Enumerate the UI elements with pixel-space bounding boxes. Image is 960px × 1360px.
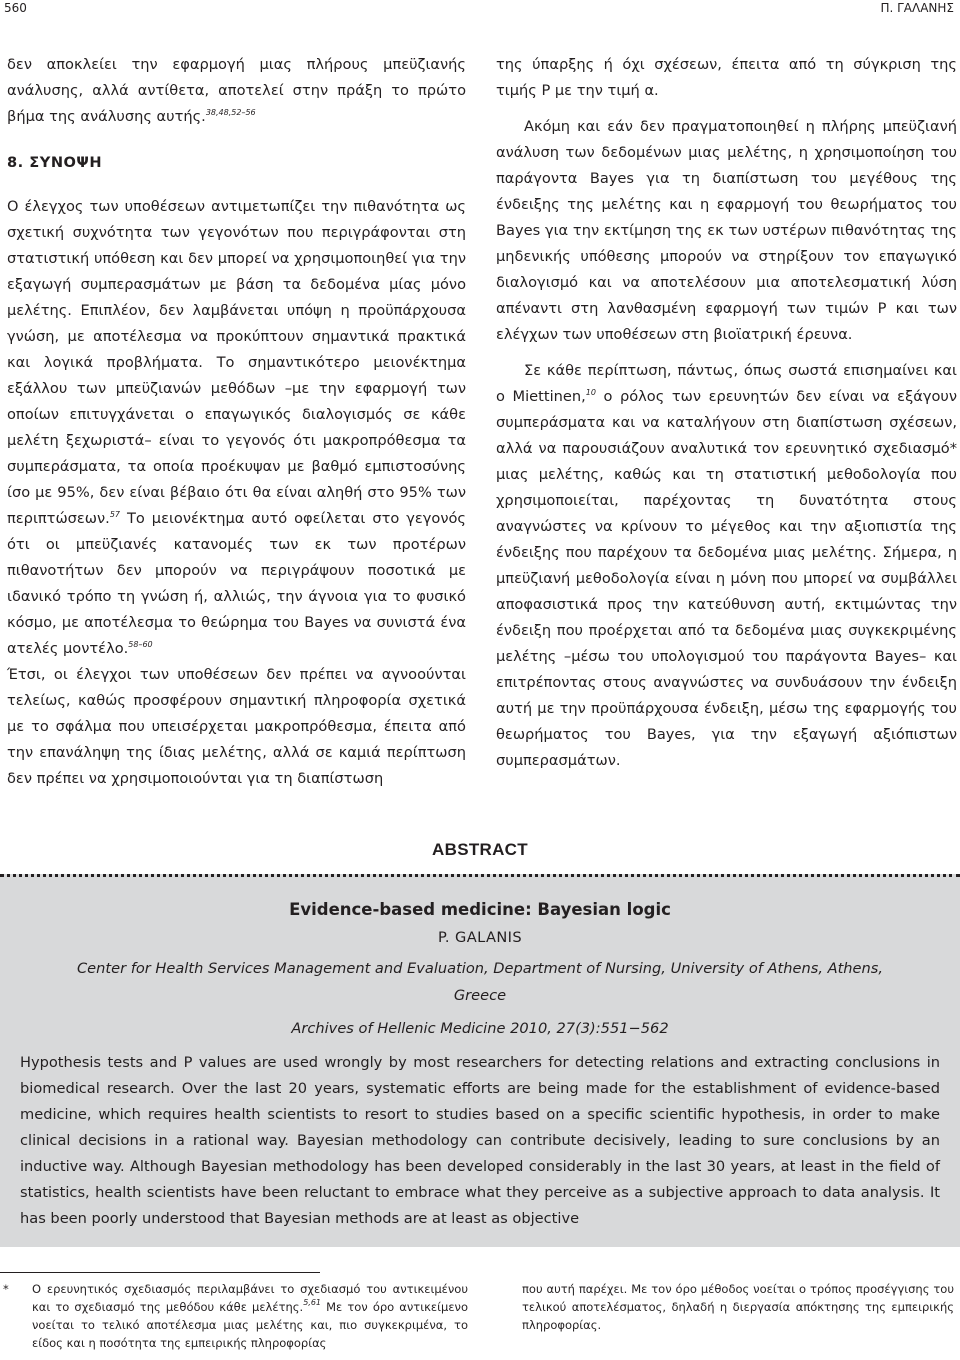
abstract-affiliation: Center for Health Services Management and Evaluation, Department of Nursing, University of Athens, Athens, Greece (76, 960, 884, 1004)
reference-superscript: 5,61 (303, 1298, 321, 1307)
footnote-left (0, 1280, 480, 1352)
abstract-title: Evidence-based medicine: Bayesian logic (289, 900, 671, 919)
reference-superscript: 38,48,52–56 (205, 108, 256, 117)
body-paragraph: Σε κάθε περίπτωση, πάντως, όπως σωστά επισημαίνει και ο Miettinen,$^{10}$ ο ρόλος των ερευνητών δεν είναι να εξάγουν συμπεράσματα και να καταλήγουν στη διαπίστωση σχέσεων, αλλά να παρουσιάζουν αναλυτικά τον ερευνητικό σχεδιασμό* μιας μελέτης, καθώς και τη στατιστική μεθοδολογία που χρησιμοποιείται, παρέχοντας τη δυνατότητα στους αναγνώστες να κρίνουν το μέγεθος και την αξιοπιστία της ένδειξης που παρέχουν τα δεδομένα μιας μελέτης. Σήμερα, η μπεϋζιανή μεθοδολογία είναι η μόνη που μπορεί να συμβάλλει αποφασιστικά προς την κατεύθυνση αυτή, εκτιμώντας την ένδειξη που προέρχεται από τα δεδομένα μιας συγκεκριμένης μελέτης –μέσω του υπολογισμού του παράγοντα Bayes– και επιτρέποντας στους αναγνώστες να συνδυάσουν την ένδειξη αυτή με την προϋπάρχουσα ένδειξη, μέσω της εφαρμογής του θεωρήματος του Bayes, για την εξαγωγή αξιόπιστων συμπερασμάτων. (496, 362, 957, 769)
abstract-citation: Archives of Hellenic Medicine 2010, 27(3):551−562 (291, 1020, 669, 1037)
running-head-author: Π. ΓΑΛΑΝΗΣ (880, 1, 954, 15)
intro-paragraph: δεν αποκλείει την εφαρμογή μιας πλήρους μπεϋζιανής ανάλυσης, αλλά αντίθετα, αποτελεί στην πράξη το πρώτο βήμα της ανάλυσης αυτής.$^{38,48,52-56}$ (7, 56, 466, 125)
reference-superscript: 58–60 (128, 640, 153, 649)
footnote-continuation: που αυτή παρέχει. Με τον όρο μέθοδος νοείται ο τρόπος προσέγγισης του τελικού αποτελέσματος, δηλαδή η διεργασία απόκτησης της εμπειρικής πληροφορίας. (522, 1282, 954, 1332)
abstract-body: Hypothesis tests and P values are used wrongly by most researchers for detecting relations and extracting conclusions in biomedical research. Over the last 20 years, systematic efforts are being made for the establishment of evidence-based medicine, which requires health scientists to resort to studies based on a specific scientific hypothesis, in order to make clinical decisions in a rational way. Bayesian methodology can contribute decisively, leading to sure conclusions by an inductive way. Although Bayesian methodology has been developed considerably in the last 30 years, at least in the field of statistics, health scientists have been reluctant to embrace what they perceive as a subjective approach to data analysis. It has been poorly understood that Bayesian methods are at least as objective (20, 1054, 940, 1227)
left-column (7, 52, 466, 792)
summary-paragraph: Έτσι, οι έλεγχοι των υποθέσεων δεν πρέπει να αγνοούνται τελείως, καθώς προσφέρουν σημαντική πληροφορία σχετικά με το σφάλμα που υπεισέρχεται μακροπρόθεσμα, έπειτα από την επανάληψη της ίδιας μελέτης, αλλά σε καμιά περίπτωση δεν πρέπει να χρησιμοποιούνται για τη διαπίστωση (7, 666, 466, 787)
running-head (0, 0, 960, 22)
section-heading: 8. ΣΥΝΟΨΗ (7, 154, 103, 171)
reference-superscript: 57 (109, 510, 121, 519)
footnote-right (522, 1280, 954, 1334)
page-number: 560 (4, 1, 27, 15)
footnote-rule (0, 1272, 320, 1273)
reference-superscript: 10 (585, 388, 596, 397)
right-column (496, 52, 957, 774)
body-paragraph: Ακόμη και εάν δεν πραγματοποιηθεί η πλήρης μπεϋζιανή ανάλυση των δεδομένων μιας μελέτης, η χρησιμοποίηση του παράγοντα Bayes για τη διαπίστωση του μεγέθους της ένδειξης της μελέτης και η εφαρμογή του θεωρήματος του Bayes για την εκτίμηση της εκ των υστέρων πιθανότητας της μηδενικής υπόθεσης μπορούν να στηρίξουν τον επαγωγικό διαλογισμό και να αποτελέσουν μια αποτελεσματική λύση απέναντι στη λανθασμένη εφαρμογή των τιμών P και των ελέγχων των υποθέσεων στη βιοϊατρική έρευνα. (496, 118, 957, 343)
footnote-marker: * (3, 1282, 9, 1296)
abstract-author: P. GALANIS (437, 929, 523, 946)
summary-paragraph: Ο έλεγχος των υποθέσεων αντιμετωπίζει την πιθανότητα ως σχετική συχνότητα των γεγονότων που περιγράφονται στη στατιστική υπόθεση και δεν μπορεί να χρησιμοποιηθεί για την εξαγωγή συμπερασμάτων με βάση τα δεδομένα μίας μόνο μελέτης. Επιπλέον, δεν λαμβάνεται υπόψη η προϋπάρχουσα γνώση, με αποτέλεσμα να προκύπτουν σημαντικά πρακτικά και λογικά προβλήματα. Το σημαντικότερο μειονέκτημα εξάλλου των μπεϋζιανών μεθόδων –με την εφαρμογή των οποίων επιτυγχάνεται ο επαγωγικός διαλογισμός σε κάθε μελέτη ξεχωριστά– είναι το γεγονός ότι μακροπρόθεσμα τα συμπεράσματα, τα οποία προέκυψαν με βαθμό εμπιστοσύνης ίσο με 95%, δεν είναι βέβαιο ότι θα είναι αληθή στο 95% των περιπτώσεων.$^{57}$ Το μειονέκτημα αυτό οφείλεται στο γεγονός ότι οι μπεϋζιανές κατανομές των εκ των προτέρων πιθανοτήτων δεν μπορούν να περιγράψουν ποσοτικά με ιδανικό τρόπο τη γνώση ή, αλλιώς, την άγνοια για το φυσικό κόσμο, με αποτέλεσμα το θεώρημα του Bayes να συνιστά ένα ατελές μοντέλο.$^{58-60}$ (7, 198, 466, 657)
abstract-heading: ABSTRACT (432, 840, 528, 859)
footnote-text: Ο ερευνητικός σχεδιασμός περιλαμβάνει το σχεδιασμό του αντικειμένου και το σχεδιασμό της μεθόδου κάθε μελέτης.$^{5,61}$ Με τον όρο αντικείμενο νοείται το τελικό αποτέλεσμα μιας μελέτης και, πιο συγκεκριμένα, το είδος και η ποσότητα της εμπειρικής πληροφορίας (32, 1282, 468, 1350)
abstract-box (0, 874, 960, 1247)
continuation-paragraph: της ύπαρξης ή όχι σχέσεων, έπειτα από τη σύγκριση της τιμής P με την τιμή α. (496, 56, 957, 99)
